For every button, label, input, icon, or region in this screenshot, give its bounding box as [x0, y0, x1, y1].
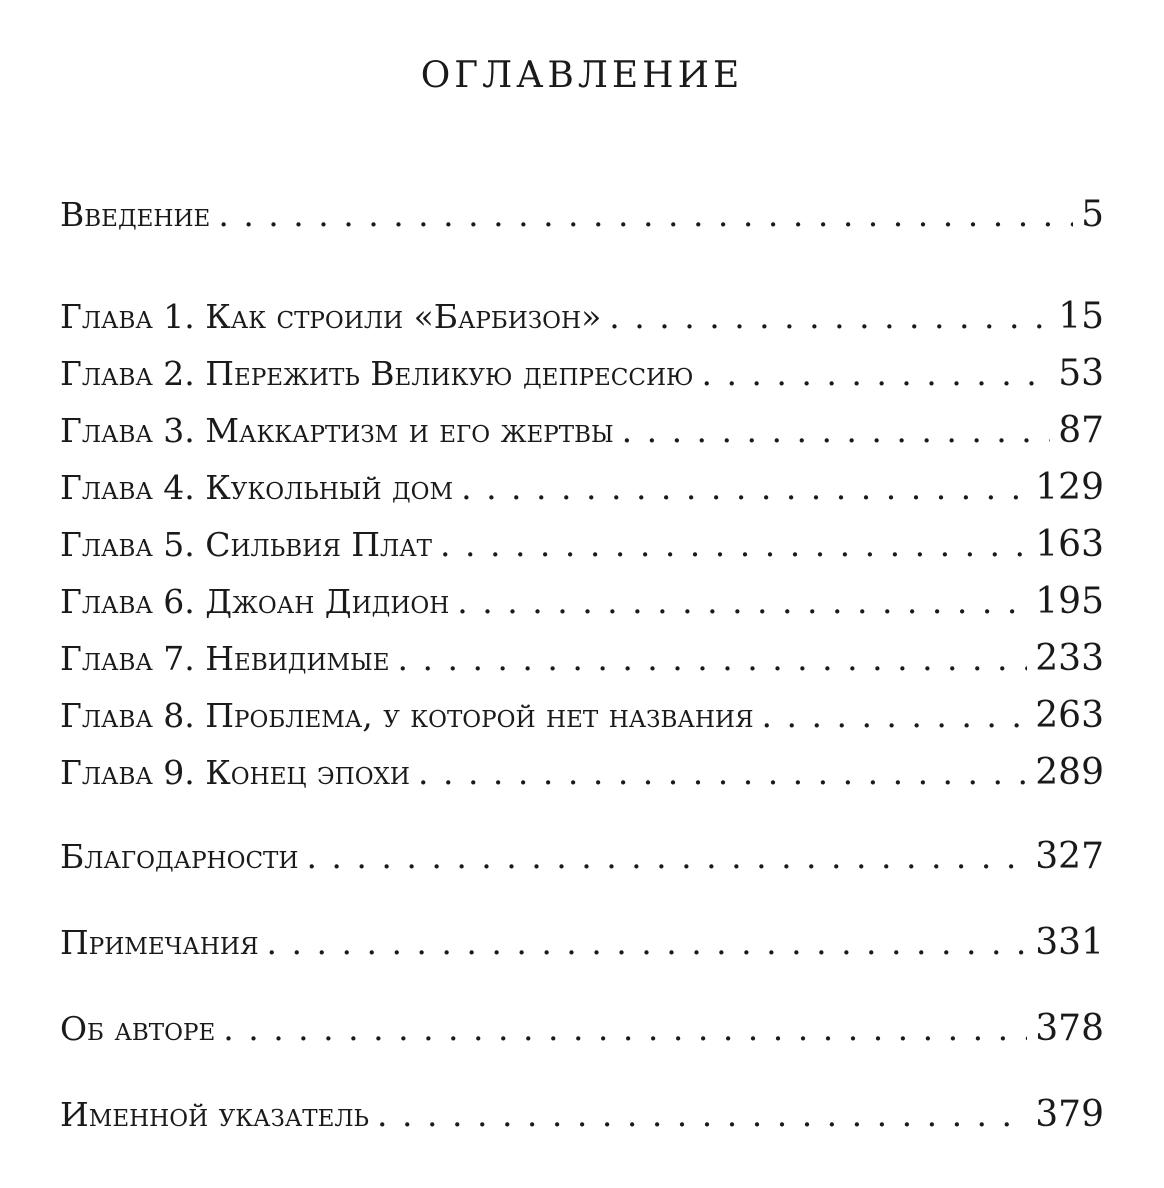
toc-entry-label: Глава 7. Невидимые: [60, 639, 390, 678]
dot-leader: [418, 751, 1027, 795]
dot-leader: [223, 1007, 1027, 1051]
toc-entry-page: 233: [1035, 638, 1104, 679]
toc-entry-acknowledgements[interactable]: [60, 835, 1104, 879]
toc-entry-label: Примечания: [60, 923, 259, 962]
toc-entry-label: Об авторе: [60, 1009, 216, 1048]
toc-entry-chapter-6[interactable]: [60, 580, 1104, 624]
toc-entry-label: Глава 2. Пережить Великую депрессию: [60, 354, 694, 393]
dot-leader: [377, 1093, 1027, 1137]
toc-entry-page: 163: [1035, 524, 1104, 565]
toc-entry-page: 263: [1035, 695, 1104, 736]
toc-entry-chapter-5[interactable]: [60, 523, 1104, 567]
toc-entry-chapter-9[interactable]: [60, 751, 1104, 795]
dot-leader: [398, 637, 1028, 681]
toc-entry-page: 15: [1058, 296, 1104, 337]
toc-entry-page: 129: [1035, 467, 1104, 508]
toc-entry-label: Глава 6. Джоан Дидион: [60, 582, 450, 621]
toc-entry-page: 195: [1035, 581, 1104, 622]
toc-entry-chapter-7[interactable]: [60, 637, 1104, 681]
dot-leader: [609, 295, 1050, 339]
dot-leader: [622, 409, 1051, 453]
toc-entry-page: 5: [1081, 194, 1104, 235]
toc-entry-chapter-1[interactable]: [60, 295, 1104, 339]
toc-entry-label: Благодарности: [60, 837, 299, 876]
toc-entry-notes[interactable]: [60, 921, 1104, 965]
toc-entry-page: 331: [1035, 922, 1104, 963]
toc-entry-page: 53: [1058, 353, 1104, 394]
toc-entry-page: 87: [1058, 410, 1104, 451]
toc-entry-label: Глава 5. Сильвия Плат: [60, 525, 432, 564]
toc-entry-page: 289: [1035, 752, 1104, 793]
dot-leader: [306, 835, 1027, 879]
toc-entry-label: Введение: [60, 195, 211, 234]
toc-entry-label: Именной указатель: [60, 1095, 370, 1134]
toc-entry-label: Глава 3. Маккартизм и его жертвы: [60, 411, 614, 450]
toc-entry-chapter-4[interactable]: [60, 466, 1104, 510]
toc-entry-chapter-3[interactable]: [60, 409, 1104, 453]
toc-entry-label: Глава 1. Как строили «Барбизон»: [60, 297, 602, 336]
toc-entry-label: Глава 8. Проблема, у которой нет названия: [60, 696, 754, 735]
toc-entry-page: 327: [1035, 836, 1104, 877]
dot-leader: [440, 523, 1027, 567]
dot-leader: [218, 193, 1073, 237]
dot-leader: [457, 580, 1027, 624]
page-title: оглавление: [420, 40, 744, 100]
dot-leader: [267, 921, 1028, 965]
toc-entry-name-index[interactable]: [60, 1093, 1104, 1137]
toc-entry-label: Глава 9. Конец эпохи: [60, 753, 410, 792]
toc-entry-page: 379: [1035, 1094, 1104, 1135]
toc-entry-about-author[interactable]: [60, 1007, 1104, 1051]
dot-leader: [461, 466, 1027, 510]
toc-entry-chapter-2[interactable]: [60, 352, 1104, 396]
toc-entry-page: 378: [1035, 1008, 1104, 1049]
dot-leader: [762, 694, 1028, 738]
toc-entry-chapter-8[interactable]: [60, 694, 1104, 738]
dot-leader: [701, 352, 1050, 396]
toc-entry-intro[interactable]: [60, 193, 1104, 237]
toc-entry-label: Глава 4. Кукольный дом: [60, 468, 454, 507]
